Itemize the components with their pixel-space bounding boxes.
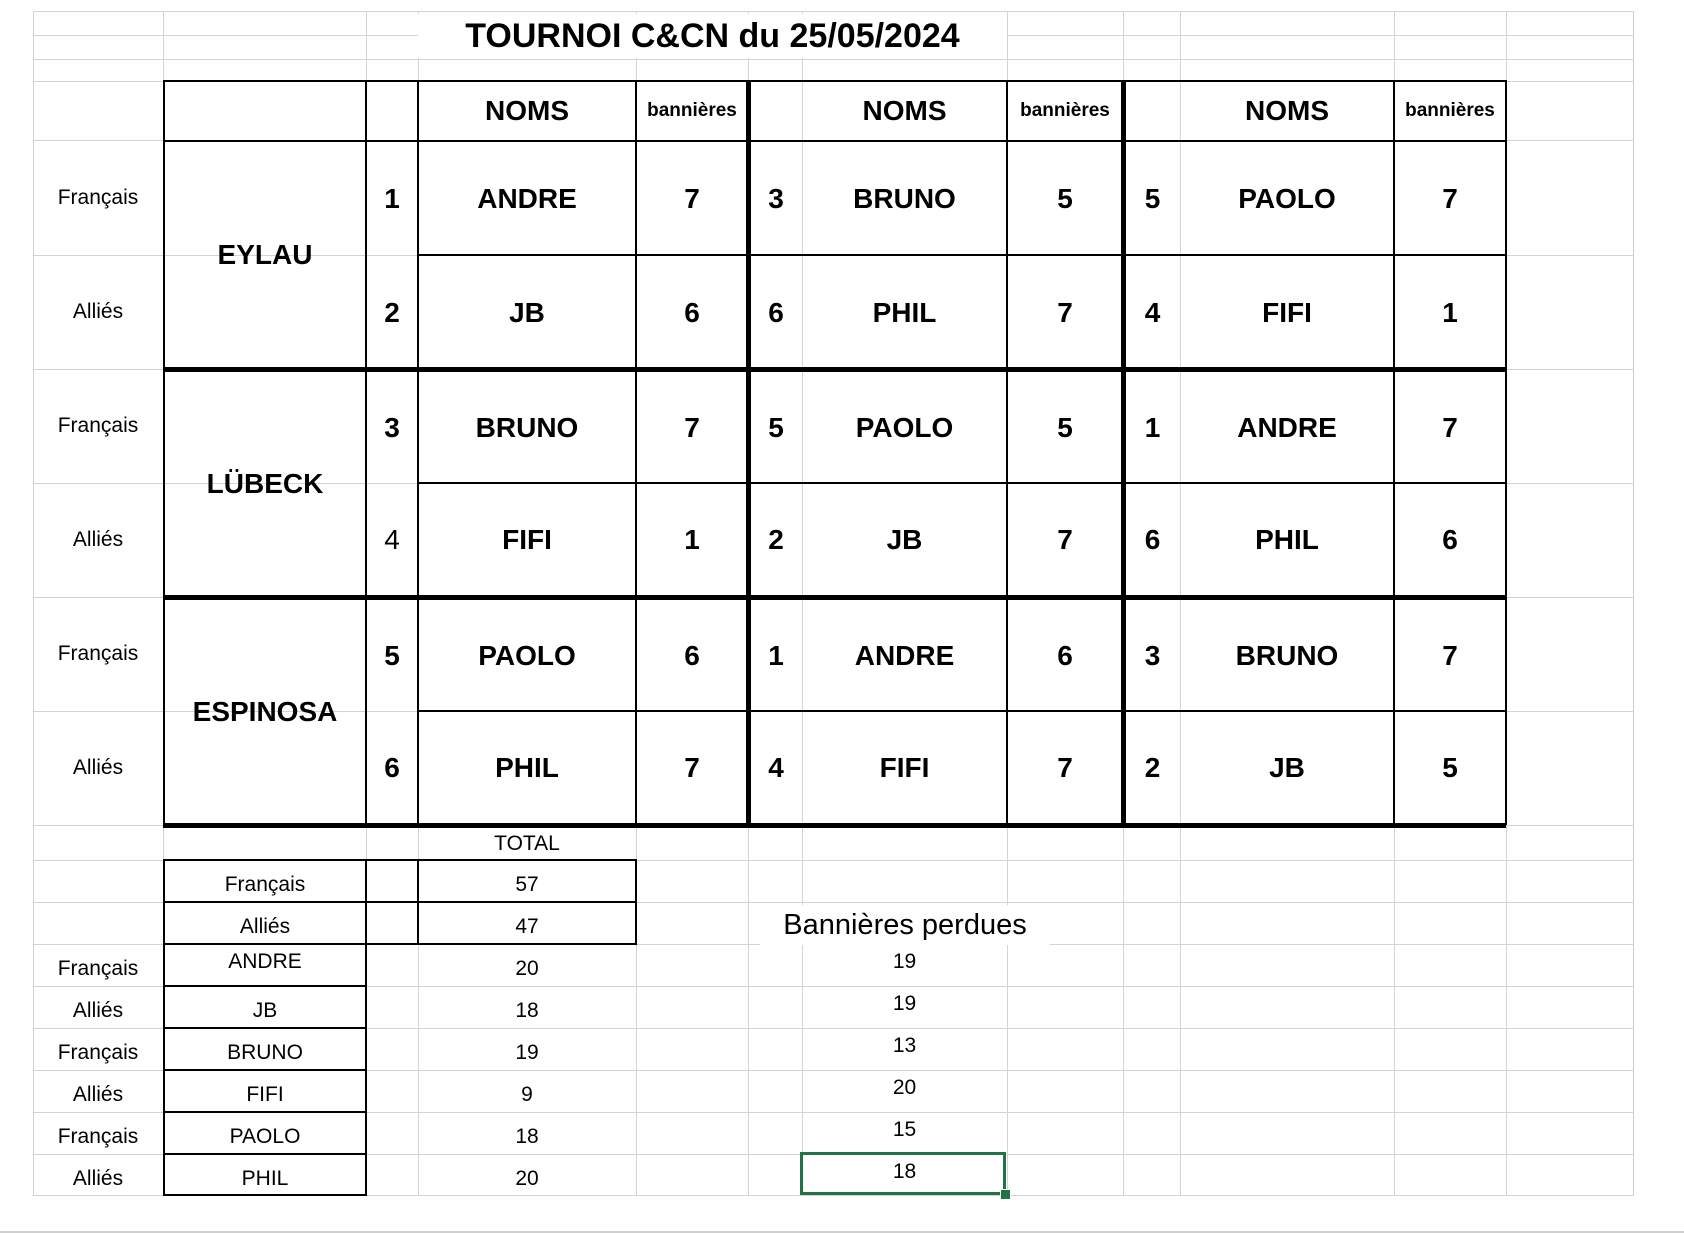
- player-name[interactable]: PAOLO: [855, 411, 954, 443]
- player-lost[interactable]: 13: [892, 1034, 917, 1057]
- sheet-bottom-edge: [0, 1231, 1684, 1233]
- player-name[interactable]: PHIL: [495, 751, 559, 783]
- player-total[interactable]: 18: [515, 1125, 539, 1148]
- player-lost[interactable]: 18: [892, 1160, 917, 1183]
- total-side-value[interactable]: 47: [515, 915, 539, 938]
- player-number[interactable]: 5: [384, 639, 400, 671]
- player-side[interactable]: Français: [57, 1125, 139, 1148]
- player-lost[interactable]: 20: [892, 1076, 917, 1099]
- player-side[interactable]: Français: [57, 1041, 139, 1064]
- side-label[interactable]: Alliés: [72, 300, 124, 323]
- totals-border: [635, 859, 637, 945]
- player-name[interactable]: ANDRE: [1237, 411, 1337, 443]
- player-total-name[interactable]: PHIL: [241, 1167, 289, 1190]
- banner-count[interactable]: 1: [684, 523, 700, 555]
- player-name[interactable]: JB: [1269, 751, 1305, 783]
- player-total[interactable]: 20: [515, 1167, 539, 1190]
- header-noms-3[interactable]: NOMS: [1245, 95, 1329, 126]
- player-name[interactable]: PAOLO: [478, 639, 576, 671]
- player-number[interactable]: 1: [384, 182, 400, 214]
- header-bannieres-2[interactable]: bannières: [1020, 100, 1110, 121]
- player-name[interactable]: FIFI: [879, 751, 930, 783]
- player-total[interactable]: 9: [521, 1083, 533, 1106]
- player-number[interactable]: 5: [1144, 182, 1161, 214]
- banner-count[interactable]: 6: [1057, 639, 1073, 671]
- player-total[interactable]: 19: [515, 1041, 539, 1064]
- banner-count[interactable]: 1: [1442, 296, 1458, 328]
- total-side-label[interactable]: Alliés: [239, 915, 291, 938]
- banner-count[interactable]: 7: [1442, 182, 1458, 214]
- player-number[interactable]: 4: [384, 523, 400, 555]
- battle-name[interactable]: ESPINOSA: [192, 695, 338, 727]
- player-total-name[interactable]: FIFI: [246, 1083, 284, 1106]
- fill-handle[interactable]: [1000, 1189, 1011, 1200]
- total-side-value[interactable]: 57: [515, 873, 539, 896]
- player-name[interactable]: FIFI: [1262, 296, 1312, 328]
- totals-border: [163, 859, 637, 861]
- banner-count[interactable]: 6: [1442, 523, 1458, 555]
- totals-border: [365, 859, 367, 945]
- banner-count[interactable]: 6: [684, 296, 700, 328]
- battle-name[interactable]: EYLAU: [217, 238, 313, 270]
- player-total-name[interactable]: BRUNO: [227, 1041, 303, 1064]
- player-number[interactable]: 5: [768, 411, 784, 443]
- banner-count[interactable]: 7: [684, 182, 700, 214]
- side-label[interactable]: Français: [57, 642, 139, 665]
- player-side[interactable]: Français: [57, 957, 139, 980]
- players-border: [365, 943, 367, 1196]
- gridline: [33, 59, 1634, 60]
- player-total[interactable]: 18: [515, 999, 539, 1022]
- player-side[interactable]: Alliés: [72, 1167, 124, 1190]
- banner-count[interactable]: 7: [1057, 751, 1073, 783]
- header-bannieres-3[interactable]: bannières: [1405, 100, 1495, 121]
- player-number[interactable]: 4: [768, 751, 784, 783]
- banner-count[interactable]: 7: [1442, 411, 1458, 443]
- player-number[interactable]: 1: [768, 639, 784, 671]
- header-noms-2[interactable]: NOMS: [862, 95, 947, 126]
- player-lost[interactable]: 19: [892, 992, 917, 1015]
- banner-count[interactable]: 5: [1442, 751, 1458, 783]
- total-side-label[interactable]: Français: [224, 873, 306, 896]
- player-number[interactable]: 2: [768, 523, 784, 555]
- banner-count[interactable]: 5: [1057, 182, 1073, 214]
- player-total-name[interactable]: JB: [252, 999, 278, 1022]
- gridline: [1633, 11, 1634, 1195]
- banner-count[interactable]: 7: [1057, 523, 1073, 555]
- header-noms-1[interactable]: NOMS: [485, 95, 569, 126]
- player-side[interactable]: Alliés: [72, 999, 124, 1022]
- banner-count[interactable]: 7: [684, 751, 700, 783]
- player-total-name[interactable]: ANDRE: [228, 950, 302, 973]
- side-label[interactable]: Français: [57, 414, 139, 437]
- player-lost[interactable]: 19: [892, 950, 917, 973]
- battle-name[interactable]: LÜBECK: [206, 467, 324, 499]
- total-label[interactable]: TOTAL: [494, 832, 560, 855]
- banner-count[interactable]: 7: [684, 411, 700, 443]
- player-number[interactable]: 6: [1144, 523, 1161, 555]
- player-total[interactable]: 20: [515, 957, 539, 980]
- player-name[interactable]: ANDRE: [854, 639, 955, 671]
- sheet-title[interactable]: TOURNOI C&CN du 25/05/2024: [418, 14, 1007, 58]
- header-bannieres-1[interactable]: bannières: [647, 100, 737, 121]
- banner-count[interactable]: 6: [684, 639, 700, 671]
- players-border: [163, 985, 367, 987]
- player-number[interactable]: 3: [768, 182, 784, 214]
- player-number[interactable]: 2: [384, 296, 400, 328]
- player-name[interactable]: BRUNO: [853, 182, 956, 214]
- side-label[interactable]: Alliés: [72, 756, 124, 779]
- player-number[interactable]: 3: [1144, 639, 1161, 671]
- player-name[interactable]: BRUNO: [475, 411, 579, 443]
- player-number[interactable]: 6: [384, 751, 400, 783]
- player-lost[interactable]: 15: [892, 1118, 917, 1141]
- player-total-name[interactable]: PAOLO: [229, 1125, 301, 1148]
- player-name[interactable]: PHIL: [1255, 523, 1319, 555]
- player-name[interactable]: ANDRE: [477, 182, 577, 214]
- active-cell-selection[interactable]: [800, 1152, 1006, 1195]
- banner-count[interactable]: 5: [1057, 411, 1073, 443]
- player-name[interactable]: JB: [886, 523, 923, 555]
- banner-count[interactable]: 7: [1057, 296, 1073, 328]
- player-name[interactable]: PHIL: [872, 296, 937, 328]
- player-name[interactable]: FIFI: [502, 523, 552, 555]
- side-label[interactable]: Français: [57, 185, 139, 209]
- player-number[interactable]: 3: [384, 411, 400, 443]
- player-name[interactable]: BRUNO: [1235, 639, 1339, 671]
- player-side[interactable]: Alliés: [72, 1083, 124, 1106]
- lost-banners-label[interactable]: Bannières perdues: [760, 905, 1050, 945]
- player-name[interactable]: JB: [509, 296, 545, 328]
- player-number[interactable]: 4: [1144, 296, 1161, 328]
- player-number[interactable]: 6: [768, 296, 784, 328]
- banner-count[interactable]: 7: [1442, 639, 1458, 671]
- player-number[interactable]: 2: [1144, 751, 1161, 783]
- gridline: [33, 11, 1634, 12]
- player-name[interactable]: PAOLO: [1238, 182, 1336, 214]
- side-label[interactable]: Alliés: [72, 528, 124, 551]
- player-number[interactable]: 1: [1144, 411, 1161, 443]
